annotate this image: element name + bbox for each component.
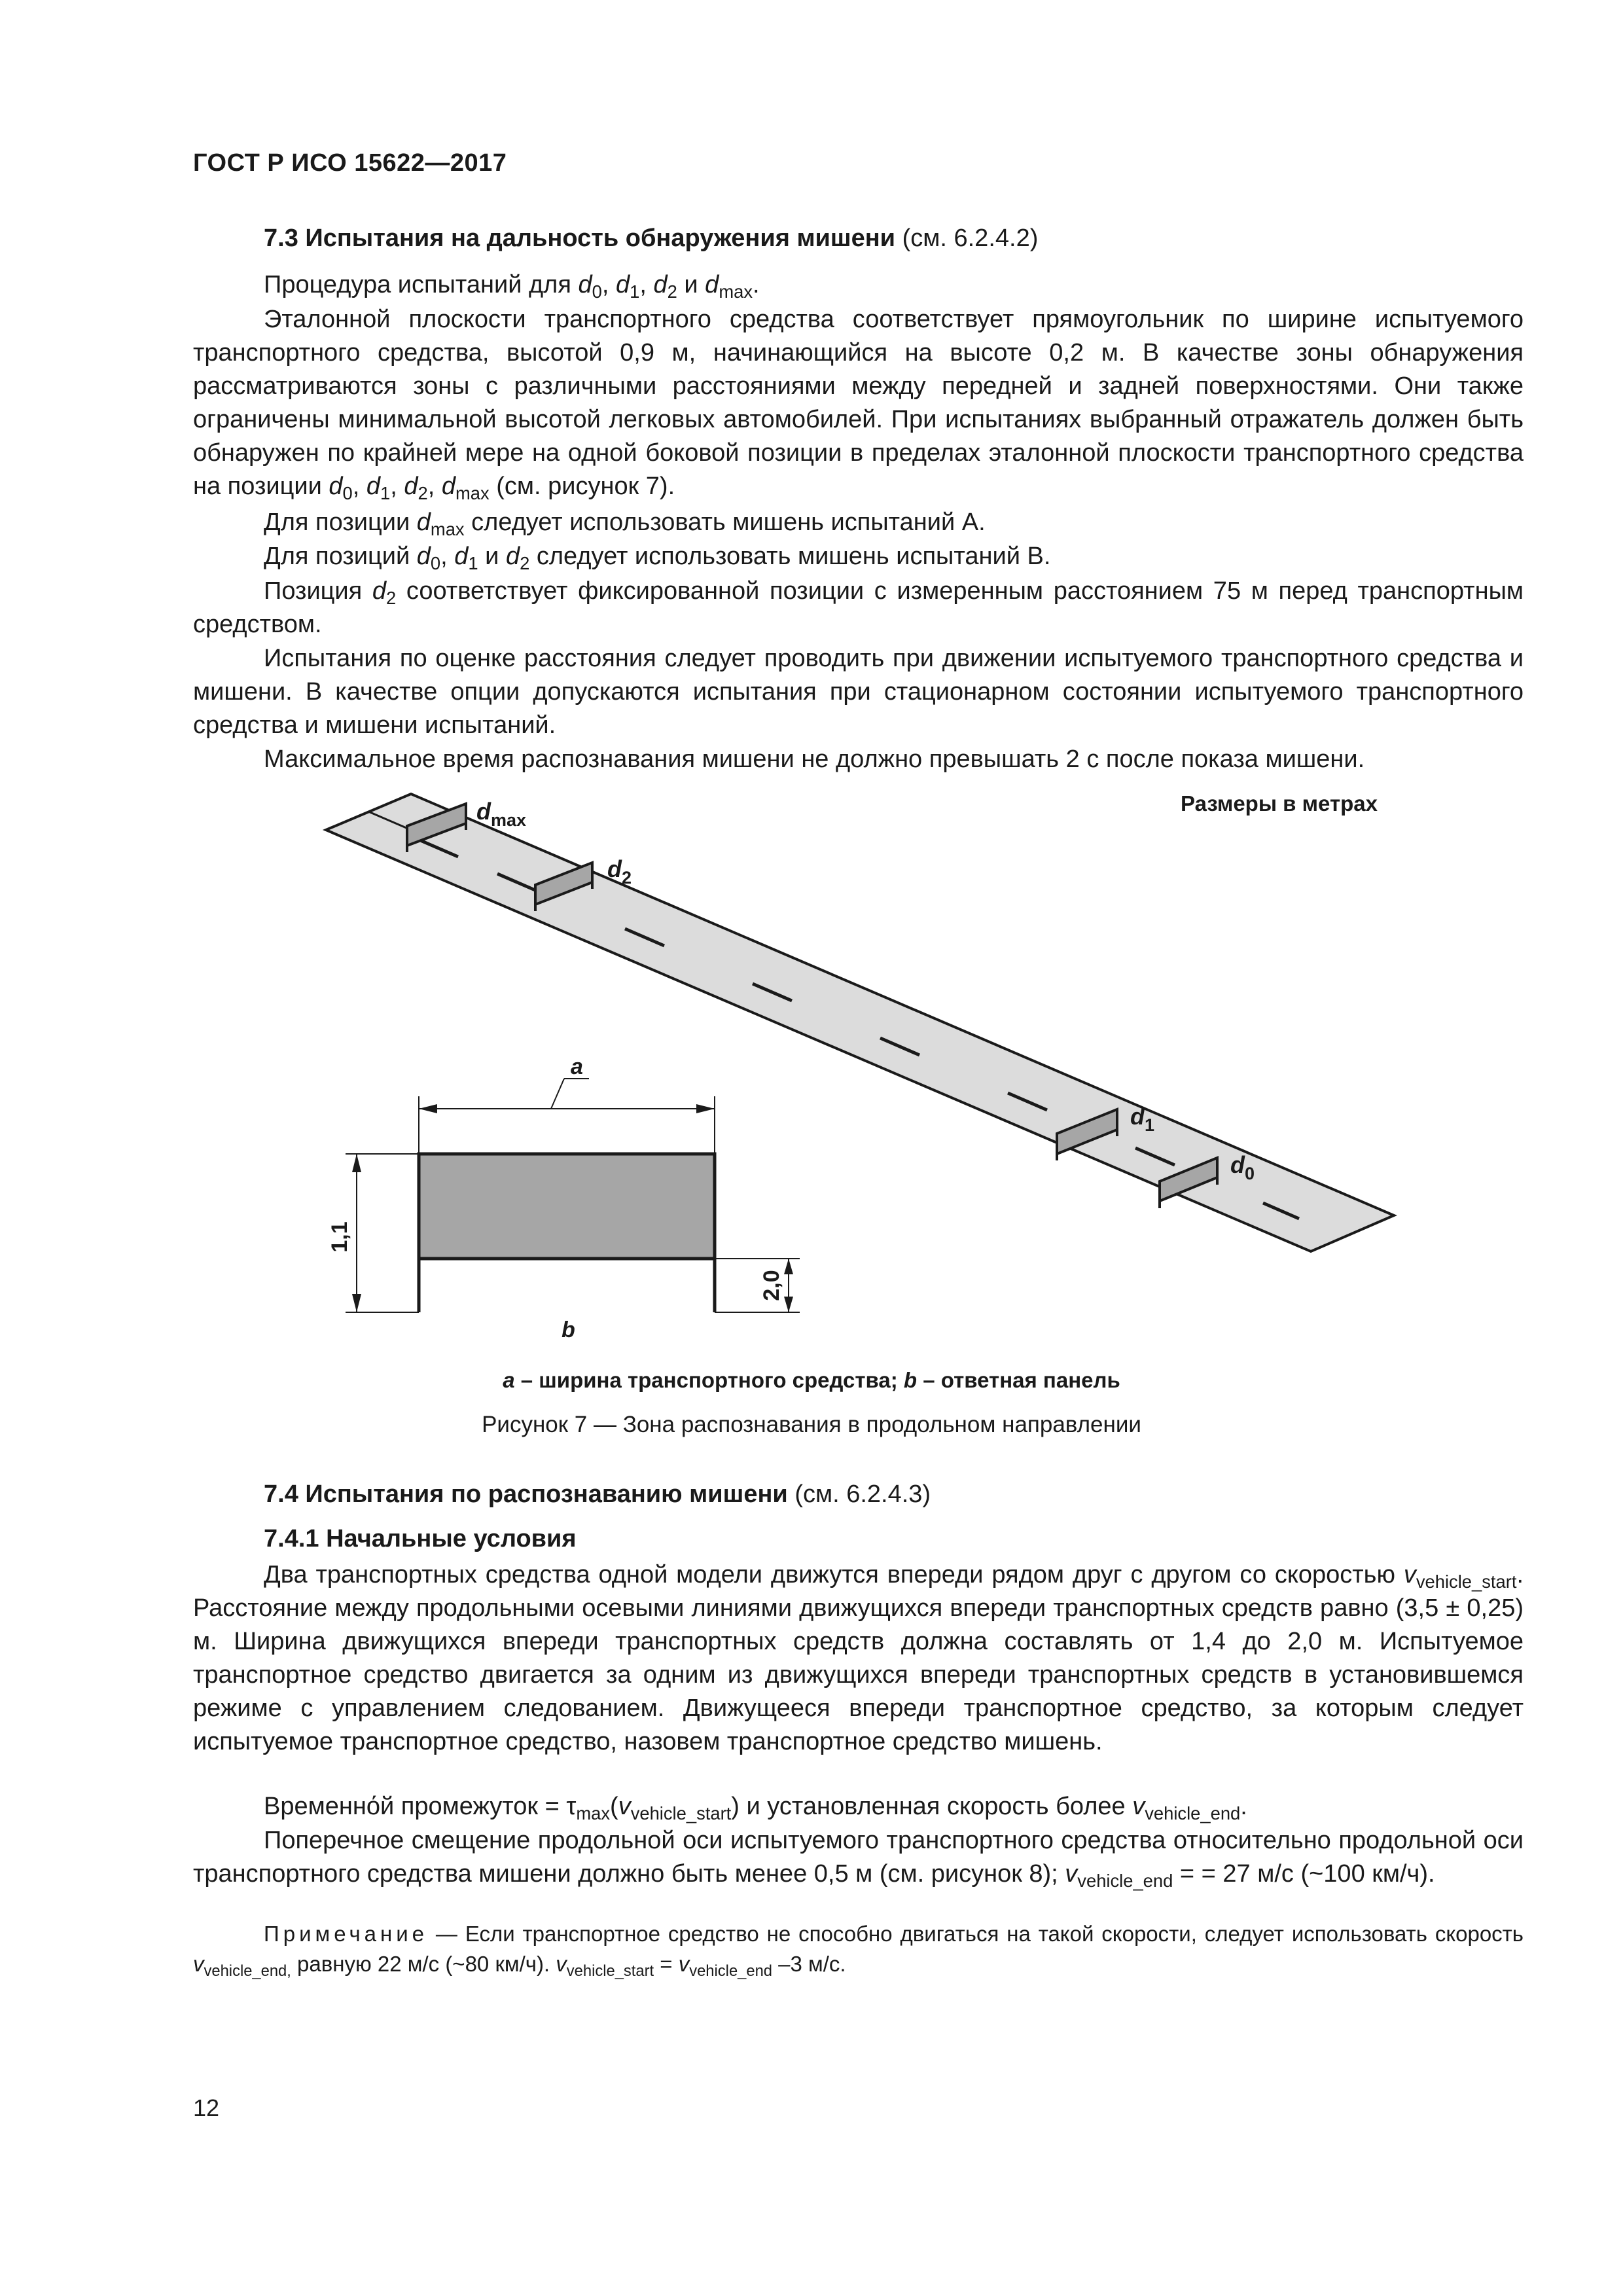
label-b: b — [562, 1318, 575, 1342]
section-7-3-heading — [264, 224, 1038, 253]
label-a: a — [571, 1054, 583, 1079]
label-d2: $d_2$ — [607, 855, 632, 888]
paragraph-max-time: Максимальное время распознавания мишени не должно превышать 2 с после показа мишени. — [264, 745, 1365, 773]
paragraph-reference-plane: Эталонной плоскости транспортного средства соответствует прямоугольник по ширине испытуемого транспортного средства, высотой 0,9 м, начинающийся на высоте 0,2 м. В качестве зоны обнаружения рассматриваются зоны с различными расстояниями между передней и задней поверхностями. Они также ограничены минимальной высотой легковых автомобилей. При испытаниях выбранный отражатель должен быть обнаружен по крайней мере на одной боковой позиции в пределах эталонной плоскости транспортного средства на позиции $d_0$, $d_1$, $d_2$, $d_{max}$ (см. рисунок 7). — [193, 306, 1524, 504]
label-dmax: $d_{max}$ — [476, 798, 527, 830]
paragraph-procedure: Процедура испытаний для $d_0$, $d_1$, $d_2$ и $d_{max}$. — [264, 271, 760, 302]
document-header: ГОСТ Р ИСО 15622—2017 — [193, 149, 507, 177]
section-7-4-ref: (см. 6.2.4.3) — [794, 1480, 931, 1508]
paragraph-distance-tests: Испытания по оценке расстояния следует проводить при движении испытуемого транспортного средства и мишени. В качестве опции допускаются испытания при стационарном состоянии испытуемого транспортного средства и мишени испытаний. — [193, 645, 1524, 739]
paragraph-time-gap: Временнόй промежуток = $\tau_{max}(v_{vehicle\_start})$ и установленная скорость более $v_{vehicle\_end}$. — [264, 1793, 1247, 1824]
page-number: 12 — [193, 2094, 220, 2121]
note-label: Примечание — [264, 1922, 429, 1946]
figure-7-diagram — [0, 772, 1623, 1348]
dimensions-note: Размеры в метрах — [1181, 791, 1378, 816]
note-paragraph: Примечание — Если транспортное средство не способно двигаться на такой скорости, следует использовать скорость $v_{vehicle\_end,}$ равную 22 м/с (~80 км/ч). $v_{vehicle\_start} = v_{vehicle\_end}$ –3 м/с. — [193, 1922, 1524, 1981]
section-7-3-ref: (см. 6.2.4.2) — [902, 224, 1039, 252]
section-7-4-1-heading: 7.4.1 Начальные условия — [264, 1525, 577, 1552]
label-height-1-1: 1,1 — [327, 1221, 352, 1253]
section-7-3-title: 7.3 Испытания на дальность обнаружения мишени — [264, 224, 896, 252]
paragraph-dmax-target: Для позиции $d_{max}$ следует использовать мишень испытаний А. — [264, 509, 986, 540]
reference-plane-detail — [327, 1054, 800, 1342]
label-d0: $d_0$ — [1230, 1151, 1255, 1183]
figure-caption: Рисунок 7 — Зона распознавания в продольном направлении — [482, 1412, 1141, 1437]
paragraph-d2-position: Позиция $d_2$ соответствует фиксированной позиции с измеренным расстоянием 75 м перед транспортным средством. — [193, 577, 1524, 638]
paragraph-lateral-offset: Поперечное смещение продольной оси испытуемого транспортного средства относительно продольной оси транспортного средства мишени должно быть менее 0,5 м (см. рисунок 8); $v_{vehicle\_end}$ = = 27 м/с (~100 км/ч). — [193, 1827, 1524, 1892]
section-7-4-heading — [264, 1480, 931, 1509]
reference-rectangle — [419, 1154, 715, 1259]
figure-legend: a – ширина транспортного средства; b – ответная панель — [503, 1368, 1120, 1392]
paragraph-d0-d1-d2-target: Для позиций $d_0$, $d_1$ и $d_2$ следует использовать мишень испытаний В. — [264, 543, 1051, 574]
paragraph-initial-conditions: Два транспортных средства одной модели движутся впереди рядом друг с другом со скоростью $v_{vehicle\_start}$. Расстояние между продольными осевыми линиями движущихся впереди транспортных средств равно (3,5 ± 0,25) м. Ширина движущихся впереди транспортных средств должна составлять от 1,4 до 2,0 м. Испытуемое транспортное средство двигается за одним из движущихся впереди транспортных средств в установившемся режиме с управлением следованием. Движущееся впереди транспортное средство, за которым следует испытуемое транспортное средство, назовем транспортное средство мишень. — [193, 1561, 1524, 1755]
section-7-4-title: 7.4 Испытания по распознаванию мишени — [264, 1480, 788, 1508]
label-d1: $d_1$ — [1130, 1103, 1155, 1135]
label-height-2-0: 2,0 — [759, 1270, 784, 1301]
